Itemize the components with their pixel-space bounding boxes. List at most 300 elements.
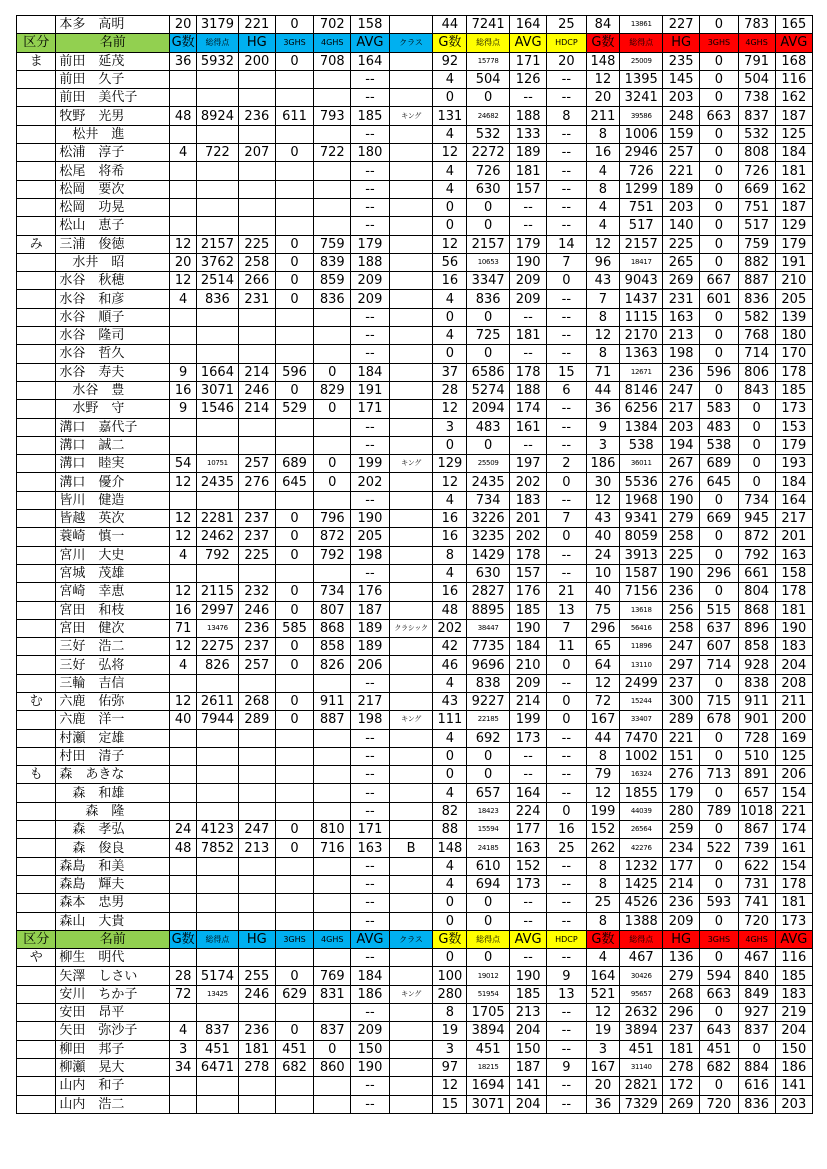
column-header: 4GHS — [314, 930, 351, 948]
player-name-cell: 森島 輝夫 — [56, 875, 170, 893]
score-cell: 154 — [775, 784, 812, 802]
player-name-cell: 矢田 弥沙子 — [56, 1022, 170, 1040]
score-cell — [238, 1077, 275, 1095]
score-cell: -- — [547, 1022, 586, 1040]
score-cell: 176 — [510, 583, 547, 601]
score-cell: 51954 — [467, 985, 510, 1003]
score-cell: 0 — [700, 583, 738, 601]
score-cell: 185 — [351, 107, 389, 125]
score-cell: 46 — [433, 656, 467, 674]
score-cell: 184 — [775, 144, 812, 162]
score-cell: 12 — [586, 491, 620, 509]
score-cell: 199 — [510, 711, 547, 729]
score-cell — [314, 1004, 351, 1022]
score-cell: 2499 — [620, 674, 663, 692]
score-cell: 183 — [510, 491, 547, 509]
score-cell: 92 — [433, 52, 467, 70]
score-cell: 0 — [738, 436, 775, 454]
score-cell: 884 — [738, 1058, 775, 1076]
score-cell — [197, 766, 239, 784]
score-cell: 15594 — [467, 821, 510, 839]
score-cell — [197, 747, 239, 765]
score-cell — [170, 162, 197, 180]
table-row — [17, 674, 813, 692]
table-row — [17, 601, 813, 619]
score-cell — [389, 601, 433, 619]
score-cell: -- — [510, 217, 547, 235]
score-cell — [197, 1004, 239, 1022]
kana-group-cell — [17, 619, 56, 637]
score-cell: 0 — [433, 894, 467, 912]
score-cell: 280 — [433, 985, 467, 1003]
score-cell: 190 — [510, 253, 547, 271]
score-cell: 44039 — [620, 802, 663, 820]
player-name-cell: 松山 恵子 — [56, 217, 170, 235]
score-cell: 713 — [700, 766, 738, 784]
score-cell: 209 — [510, 290, 547, 308]
score-cell: 131 — [433, 107, 467, 125]
score-cell: 125 — [775, 125, 812, 143]
score-cell: 247 — [238, 821, 275, 839]
score-cell: 97 — [433, 1058, 467, 1076]
player-name-cell: 牧野 光男 — [56, 107, 170, 125]
score-cell: 164 — [510, 16, 547, 34]
score-cell: 174 — [775, 821, 812, 839]
score-cell: 3347 — [467, 272, 510, 290]
score-cell — [314, 327, 351, 345]
score-cell: 12 — [586, 674, 620, 692]
score-cell: 159 — [663, 125, 700, 143]
kana-group-cell — [17, 217, 56, 235]
score-cell: 161 — [510, 418, 547, 436]
score-cell: 191 — [775, 253, 812, 271]
player-name-cell: 村瀬 定雄 — [56, 729, 170, 747]
table-row — [17, 1058, 813, 1076]
table-row — [17, 875, 813, 893]
score-cell: 2157 — [467, 235, 510, 253]
score-cell — [197, 802, 239, 820]
score-cell: 682 — [275, 1058, 313, 1076]
score-cell: 30426 — [620, 967, 663, 985]
kana-group-cell: も — [17, 766, 56, 784]
score-cell: 12 — [433, 144, 467, 162]
score-cell: 8 — [586, 180, 620, 198]
table-row — [17, 217, 813, 235]
score-cell: 0 — [467, 912, 510, 930]
score-cell: 1395 — [620, 70, 663, 88]
score-cell: 18215 — [467, 1058, 510, 1076]
score-cell: 71 — [586, 363, 620, 381]
score-cell: 607 — [700, 638, 738, 656]
score-cell: 209 — [510, 272, 547, 290]
score-cell — [170, 1077, 197, 1095]
score-cell: 911 — [314, 692, 351, 710]
score-cell: 25 — [547, 16, 586, 34]
score-cell: 8 — [586, 345, 620, 363]
score-cell: 722 — [314, 144, 351, 162]
score-cell: 24 — [586, 546, 620, 564]
score-cell: 171 — [351, 821, 389, 839]
score-cell: 185 — [510, 601, 547, 619]
score-cell: 0 — [700, 308, 738, 326]
score-cell: 0 — [275, 583, 313, 601]
score-cell: -- — [547, 1004, 586, 1022]
player-name-cell: 水谷 和彦 — [56, 290, 170, 308]
score-cell: 48 — [433, 601, 467, 619]
player-name-cell: 柳田 邦子 — [56, 1040, 170, 1058]
score-cell — [170, 180, 197, 198]
score-cell: 611 — [275, 107, 313, 125]
score-cell: 213 — [663, 327, 700, 345]
score-cell: 661 — [738, 564, 775, 582]
score-cell: 278 — [663, 1058, 700, 1076]
column-header: G数 — [433, 930, 467, 948]
score-cell: 4 — [586, 949, 620, 967]
score-cell: 702 — [314, 16, 351, 34]
score-cell: 190 — [351, 1058, 389, 1076]
score-cell: 157 — [510, 564, 547, 582]
score-cell: 162 — [775, 180, 812, 198]
score-cell: 12 — [170, 692, 197, 710]
score-cell: 165 — [775, 16, 812, 34]
score-cell: 1018 — [738, 802, 775, 820]
score-cell: 12 — [586, 784, 620, 802]
score-cell: 3179 — [197, 16, 239, 34]
score-cell — [314, 857, 351, 875]
score-cell: 630 — [467, 180, 510, 198]
score-cell: 11 — [547, 638, 586, 656]
score-cell: 186 — [586, 455, 620, 473]
score-cell — [389, 656, 433, 674]
column-header: 4GHS — [314, 34, 351, 52]
score-cell: 1006 — [620, 125, 663, 143]
player-name-cell: 水谷 寿夫 — [56, 363, 170, 381]
score-cell — [275, 784, 313, 802]
score-cell: 3 — [433, 1040, 467, 1058]
score-cell: 38447 — [467, 619, 510, 637]
score-cell: 54 — [170, 455, 197, 473]
score-cell: 203 — [663, 418, 700, 436]
column-header: 総得点 — [197, 930, 239, 948]
kana-group-cell — [17, 345, 56, 363]
score-cell: 40 — [170, 711, 197, 729]
score-cell: 256 — [663, 601, 700, 619]
score-cell: 538 — [700, 436, 738, 454]
score-cell: 12 — [433, 400, 467, 418]
score-cell: 16 — [433, 528, 467, 546]
score-cell — [389, 89, 433, 107]
score-cell — [275, 875, 313, 893]
score-cell: 4 — [433, 729, 467, 747]
kana-group-cell — [17, 1040, 56, 1058]
score-cell — [314, 418, 351, 436]
score-cell: 24 — [170, 821, 197, 839]
column-header: クラス — [389, 930, 433, 948]
score-cell — [275, 949, 313, 967]
score-cell — [275, 564, 313, 582]
score-cell: 12 — [433, 473, 467, 491]
score-cell — [275, 418, 313, 436]
score-cell: 148 — [433, 839, 467, 857]
kana-group-cell — [17, 144, 56, 162]
score-cell: 296 — [586, 619, 620, 637]
score-cell: 0 — [700, 875, 738, 893]
score-cell — [389, 692, 433, 710]
score-cell: 276 — [663, 766, 700, 784]
score-cell: 0 — [700, 235, 738, 253]
score-cell: 8 — [433, 546, 467, 564]
player-name-cell: 宮崎 幸恵 — [56, 583, 170, 601]
score-cell: 150 — [510, 1040, 547, 1058]
score-cell: 9 — [170, 400, 197, 418]
score-cell: 268 — [238, 692, 275, 710]
table-row — [17, 583, 813, 601]
score-cell: 214 — [238, 363, 275, 381]
score-cell — [170, 766, 197, 784]
score-cell: 15 — [433, 1095, 467, 1113]
score-cell: 7329 — [620, 1095, 663, 1113]
kana-group-cell — [17, 839, 56, 857]
score-table — [16, 15, 813, 1114]
score-cell: -- — [351, 875, 389, 893]
score-cell: 0 — [700, 125, 738, 143]
score-cell: 225 — [238, 546, 275, 564]
score-cell: 178 — [775, 875, 812, 893]
score-cell — [389, 16, 433, 34]
score-cell: 10653 — [467, 253, 510, 271]
score-cell: 200 — [775, 711, 812, 729]
score-cell: 179 — [510, 235, 547, 253]
table-row — [17, 70, 813, 88]
score-cell: 0 — [433, 217, 467, 235]
score-cell: 3071 — [197, 381, 239, 399]
score-cell — [275, 912, 313, 930]
column-header: AVG — [775, 930, 812, 948]
score-cell: 258 — [238, 253, 275, 271]
score-cell: 214 — [510, 692, 547, 710]
score-cell: 171 — [510, 52, 547, 70]
table-row — [17, 564, 813, 582]
score-cell: 12 — [170, 528, 197, 546]
score-cell: 15244 — [620, 692, 663, 710]
score-cell: 183 — [775, 985, 812, 1003]
score-cell — [389, 638, 433, 656]
score-cell — [238, 802, 275, 820]
score-cell — [238, 1095, 275, 1113]
kana-group-cell: み — [17, 235, 56, 253]
score-cell: 5932 — [197, 52, 239, 70]
table-row — [17, 949, 813, 967]
score-cell: 211 — [775, 692, 812, 710]
score-cell — [197, 949, 239, 967]
score-cell — [275, 766, 313, 784]
score-cell: キング — [389, 711, 433, 729]
column-header: HG — [238, 930, 275, 948]
score-cell: 6586 — [467, 363, 510, 381]
score-cell: 11896 — [620, 638, 663, 656]
score-cell: 769 — [314, 967, 351, 985]
score-cell — [389, 290, 433, 308]
score-cell: 529 — [275, 400, 313, 418]
score-cell — [314, 766, 351, 784]
score-cell: 203 — [663, 198, 700, 216]
score-cell — [314, 729, 351, 747]
score-cell: -- — [351, 491, 389, 509]
score-cell: -- — [510, 766, 547, 784]
score-cell: 8 — [433, 1004, 467, 1022]
score-cell — [389, 1095, 433, 1113]
score-cell: 236 — [663, 894, 700, 912]
score-cell: 136 — [663, 949, 700, 967]
score-cell: -- — [351, 1077, 389, 1095]
table-row — [17, 656, 813, 674]
score-cell: 65 — [586, 638, 620, 656]
score-cell: 4 — [433, 674, 467, 692]
score-cell: 22185 — [467, 711, 510, 729]
score-cell: 0 — [433, 949, 467, 967]
table-row — [17, 1004, 813, 1022]
score-cell: 0 — [700, 491, 738, 509]
table-row — [17, 839, 813, 857]
score-cell: 221 — [663, 729, 700, 747]
player-name-cell: 溝口 睦実 — [56, 455, 170, 473]
column-header: G数 — [586, 34, 620, 52]
score-cell: -- — [351, 70, 389, 88]
score-cell: 896 — [738, 619, 775, 637]
score-cell — [389, 949, 433, 967]
player-name-cell: 皆越 英次 — [56, 510, 170, 528]
score-cell: 716 — [314, 839, 351, 857]
score-cell: 868 — [738, 601, 775, 619]
score-cell — [238, 70, 275, 88]
score-cell: 31140 — [620, 1058, 663, 1076]
score-cell: 643 — [700, 1022, 738, 1040]
column-header: G数 — [433, 34, 467, 52]
score-cell: 0 — [700, 747, 738, 765]
score-cell: 792 — [197, 546, 239, 564]
score-cell: 204 — [775, 656, 812, 674]
score-cell: -- — [351, 894, 389, 912]
score-cell: 217 — [775, 510, 812, 528]
table-row — [17, 1040, 813, 1058]
score-cell: 185 — [510, 985, 547, 1003]
player-name-cell: 水谷 秋穂 — [56, 272, 170, 290]
score-cell: 0 — [275, 381, 313, 399]
score-cell: 190 — [351, 510, 389, 528]
score-cell: 504 — [738, 70, 775, 88]
column-header: AVG — [775, 34, 812, 52]
kana-group-cell — [17, 491, 56, 509]
table-row — [17, 144, 813, 162]
score-cell — [389, 436, 433, 454]
score-cell — [275, 857, 313, 875]
score-cell: 219 — [775, 1004, 812, 1022]
kana-group-cell — [17, 381, 56, 399]
score-cell: 0 — [700, 52, 738, 70]
score-cell: -- — [547, 546, 586, 564]
score-cell: 8 — [586, 125, 620, 143]
table-row — [17, 473, 813, 491]
score-cell: 3762 — [197, 253, 239, 271]
score-cell — [389, 1077, 433, 1095]
score-cell — [197, 875, 239, 893]
score-cell: 269 — [663, 272, 700, 290]
score-cell — [197, 1095, 239, 1113]
score-cell: 793 — [314, 107, 351, 125]
score-cell: 4 — [586, 162, 620, 180]
score-cell: 4 — [433, 125, 467, 143]
score-cell: 726 — [620, 162, 663, 180]
column-header: 3GHS — [275, 930, 313, 948]
score-cell — [314, 912, 351, 930]
score-cell: 4123 — [197, 821, 239, 839]
score-cell: 12 — [586, 327, 620, 345]
score-cell — [238, 308, 275, 326]
score-cell: 2997 — [197, 601, 239, 619]
score-cell — [389, 784, 433, 802]
score-cell — [275, 802, 313, 820]
score-cell: 19 — [433, 1022, 467, 1040]
score-cell: 791 — [738, 52, 775, 70]
score-cell — [170, 875, 197, 893]
score-cell: 96 — [586, 253, 620, 271]
score-cell: 467 — [738, 949, 775, 967]
score-cell: 872 — [314, 528, 351, 546]
score-cell: 269 — [663, 1095, 700, 1113]
score-cell — [314, 162, 351, 180]
player-name-cell: 柳瀬 晃大 — [56, 1058, 170, 1076]
score-cell: 214 — [663, 875, 700, 893]
score-cell: 867 — [738, 821, 775, 839]
column-header: G数 — [171, 35, 195, 51]
score-cell — [275, 674, 313, 692]
table-row — [17, 510, 813, 528]
score-cell — [389, 491, 433, 509]
score-cell: 48 — [170, 839, 197, 857]
score-cell: 622 — [738, 857, 775, 875]
score-cell: 189 — [663, 180, 700, 198]
score-cell: -- — [351, 180, 389, 198]
score-cell: 164 — [351, 52, 389, 70]
score-cell — [238, 857, 275, 875]
score-cell — [170, 198, 197, 216]
score-cell: 43 — [586, 510, 620, 528]
score-cell: 0 — [738, 473, 775, 491]
player-name-cell: 松岡 功晃 — [56, 198, 170, 216]
score-cell: 180 — [775, 327, 812, 345]
column-header: HG — [663, 930, 700, 948]
score-cell: 12 — [433, 235, 467, 253]
kana-group-cell — [17, 546, 56, 564]
score-cell: 1232 — [620, 857, 663, 875]
score-cell: 164 — [586, 967, 620, 985]
score-cell: -- — [547, 327, 586, 345]
score-cell: 6256 — [620, 400, 663, 418]
score-cell: 0 — [547, 802, 586, 820]
score-cell: 2157 — [620, 235, 663, 253]
player-name-cell: 森 隆 — [56, 802, 170, 820]
score-cell: 3235 — [467, 528, 510, 546]
score-cell — [389, 1022, 433, 1040]
score-cell — [170, 674, 197, 692]
score-cell: 257 — [238, 656, 275, 674]
score-cell: 532 — [738, 125, 775, 143]
score-cell — [197, 564, 239, 582]
score-cell: 279 — [663, 510, 700, 528]
score-cell: -- — [547, 125, 586, 143]
score-cell — [238, 784, 275, 802]
score-cell: 279 — [663, 967, 700, 985]
